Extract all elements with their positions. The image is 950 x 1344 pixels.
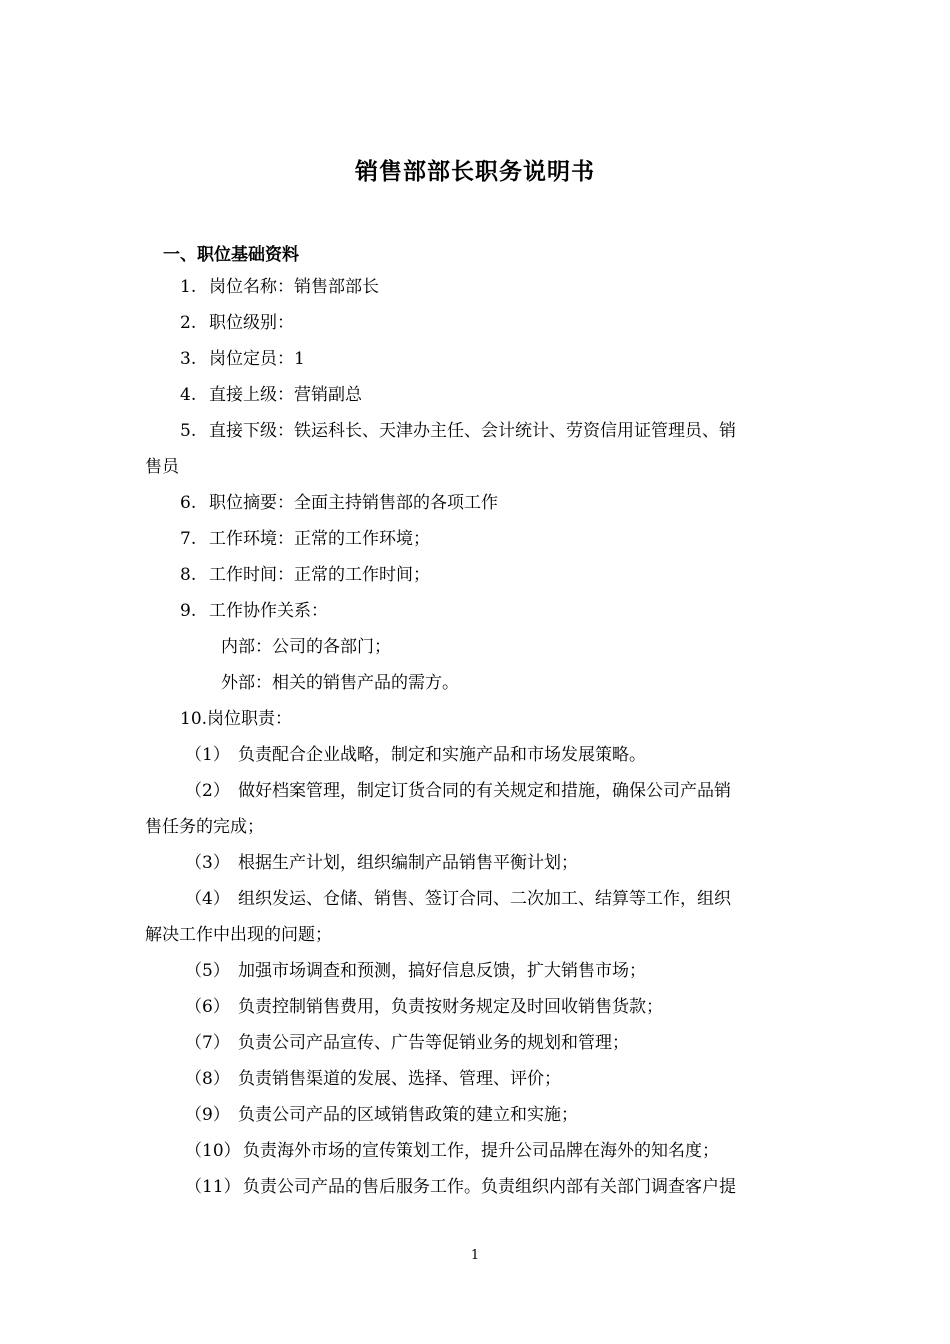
list-item xyxy=(180,419,736,443)
duty-continuation: 解决工作中出现的问题； xyxy=(145,925,332,945)
duty-number: （8） xyxy=(185,1069,230,1089)
duty-item xyxy=(185,1175,736,1199)
duty-number: （9） xyxy=(185,1105,230,1125)
duty-number: （4） xyxy=(185,889,230,909)
duty-number: （11） xyxy=(185,1177,241,1197)
duty-item xyxy=(185,995,663,1019)
duty-text: 做好档案管理，制定订货合同的有关规定和措施，确保公司产品销 xyxy=(238,781,731,801)
item-text: 工作时间：正常的工作时间； xyxy=(209,565,430,585)
document-title: 销售部部长职务说明书 xyxy=(355,159,595,185)
duty-text: 负责海外市场的宣传策划工作，提升公司品牌在海外的知名度； xyxy=(243,1141,719,1161)
item-number: 6. xyxy=(180,493,197,513)
item-text: 职位级别： xyxy=(209,313,294,333)
duty-text: 组织发运、仓储、销售、签订合同、二次加工、结算等工作，组织 xyxy=(238,889,731,909)
item-text: 岗位职责： xyxy=(207,709,293,729)
page-number: 1 xyxy=(470,1248,480,1263)
external-relation: 外部：相关的销售产品的需方。 xyxy=(221,673,459,693)
duty-item xyxy=(185,1103,578,1127)
duty-text: 负责销售渠道的发展、选择、管理、评价； xyxy=(238,1069,561,1089)
item-number: 1. xyxy=(180,277,197,297)
duty-item xyxy=(185,959,646,983)
item-text: 工作协作关系： xyxy=(209,601,328,621)
duty-number: （6） xyxy=(185,997,230,1017)
duty-text: 根据生产计划，组织编制产品销售平衡计划； xyxy=(238,853,578,873)
duty-item xyxy=(185,1067,561,1091)
item-text: 工作环境：正常的工作环境； xyxy=(209,529,430,549)
item-text: 岗位定员：1 xyxy=(209,349,305,369)
item-text: 职位摘要：全面主持销售部的各项工作 xyxy=(209,493,498,513)
item-number: 4. xyxy=(180,385,197,405)
list-item xyxy=(180,383,362,407)
item-number: 3. xyxy=(180,349,197,369)
duty-item xyxy=(185,887,731,911)
item-text: 直接下级：铁运科长、天津办主任、会计统计、劳资信用证管理员、销 xyxy=(209,421,736,441)
item-continuation: 售员 xyxy=(145,457,179,477)
list-item xyxy=(180,491,498,515)
item-number: 5. xyxy=(180,421,197,441)
item-number: 9. xyxy=(180,601,197,621)
item-text: 直接上级：营销副总 xyxy=(209,385,362,405)
duty-text: 负责控制销售费用，负责按财务规定及时回收销售货款； xyxy=(238,997,663,1017)
duty-text: 负责公司产品宣传、广告等促销业务的规划和管理； xyxy=(238,1033,629,1053)
duty-item xyxy=(185,1139,719,1163)
list-item xyxy=(180,599,328,623)
list-item xyxy=(180,275,379,299)
duty-number: （10） xyxy=(185,1141,241,1161)
duty-item xyxy=(185,851,578,875)
duty-number: （5） xyxy=(185,961,230,981)
duty-number: （1） xyxy=(185,745,230,765)
duty-text: 负责配合企业战略，制定和实施产品和市场发展策略。 xyxy=(238,745,646,765)
section-heading: 一、职位基础资料 xyxy=(163,245,299,265)
list-item xyxy=(180,527,430,551)
item-number: 2. xyxy=(180,313,197,333)
item-number: 10. xyxy=(180,709,208,729)
duty-item xyxy=(185,1031,629,1055)
item-number: 7. xyxy=(180,529,197,549)
list-item xyxy=(180,311,294,335)
duty-item xyxy=(185,743,646,767)
duty-number: （2） xyxy=(185,781,230,801)
internal-relation: 内部：公司的各部门； xyxy=(221,637,391,657)
list-item xyxy=(180,347,305,371)
duty-text: 加强市场调查和预测，搞好信息反馈，扩大销售市场； xyxy=(238,961,646,981)
duty-continuation: 售任务的完成； xyxy=(145,817,264,837)
duty-number: （3） xyxy=(185,853,230,873)
item-number: 8. xyxy=(180,565,197,585)
duties-heading xyxy=(180,707,292,731)
duty-text: 负责公司产品的区域销售政策的建立和实施； xyxy=(238,1105,578,1125)
duty-number: （7） xyxy=(185,1033,230,1053)
item-text: 岗位名称：销售部部长 xyxy=(209,277,379,297)
list-item xyxy=(180,563,430,587)
duty-item xyxy=(185,779,731,803)
duty-text: 负责公司产品的售后服务工作。负责组织内部有关部门调查客户提 xyxy=(243,1177,736,1197)
